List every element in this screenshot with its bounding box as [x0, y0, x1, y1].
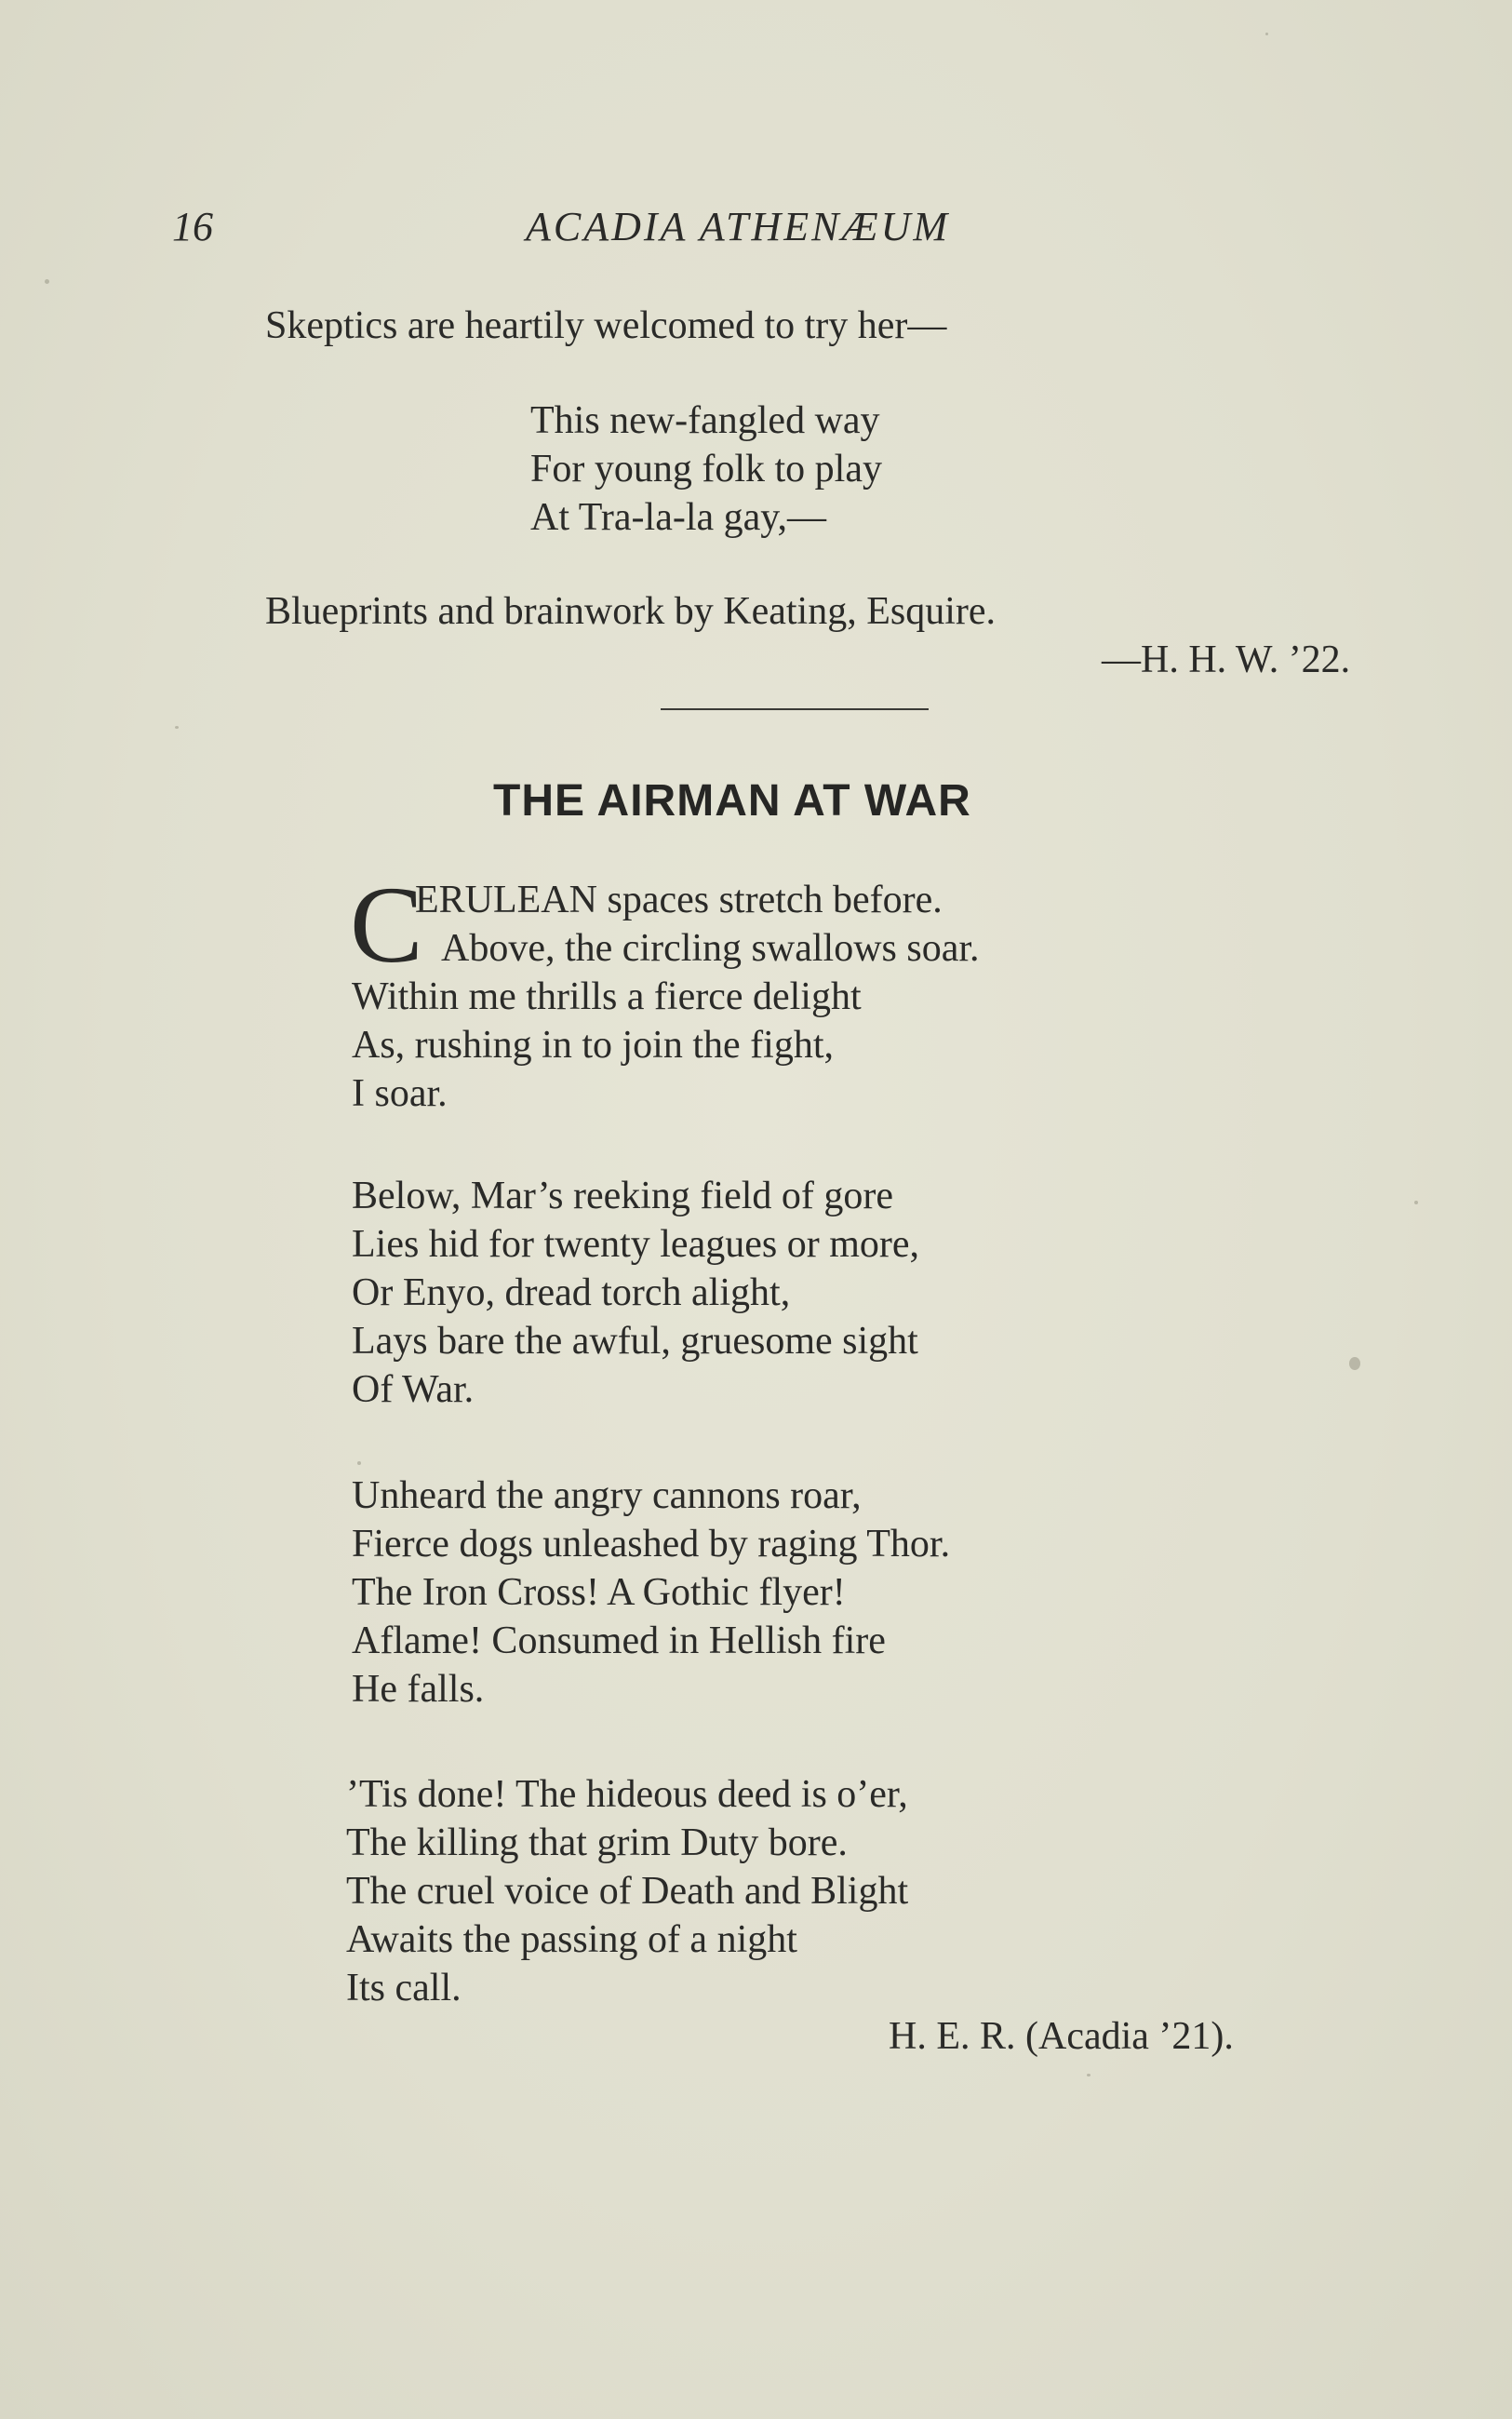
- poem-line: Or Enyo, dread torch alight,: [352, 1271, 791, 1314]
- poem-line: ’Tis done! The hideous deed is o’er,: [346, 1773, 908, 1816]
- section-divider-rule: [661, 708, 929, 710]
- previous-poem-closing-line: Blueprints and brainwork by Keating, Esquire.: [265, 590, 996, 633]
- running-head: ACADIA ATHENÆUM: [526, 204, 951, 249]
- poem-line: ERULEAN spaces stretch before.: [415, 879, 943, 921]
- poem-line: The cruel voice of Death and Blight: [346, 1870, 909, 1913]
- poem-line: Unheard the angry cannons roar,: [352, 1474, 862, 1517]
- paper-speck: [1414, 1201, 1418, 1204]
- paper-speck: [1349, 1357, 1360, 1370]
- poem-line: As, rushing in to join the fight,: [352, 1024, 834, 1067]
- poem-line: He falls.: [352, 1668, 485, 1711]
- poem-line: Below, Mar’s reeking field of gore: [352, 1175, 893, 1217]
- paper-speck: [1265, 33, 1268, 35]
- poem-line: Above, the circling swallows soar.: [441, 927, 980, 970]
- page-number: 16: [172, 204, 213, 249]
- poem-line: Aflame! Consumed in Hellish fire: [352, 1619, 886, 1662]
- poem-line: Within me thrills a fierce delight: [352, 975, 862, 1018]
- paper-speck: [45, 279, 49, 284]
- paper-speck: [175, 726, 179, 729]
- poem-signature: H. E. R. (Acadia ’21).: [889, 2015, 1234, 2058]
- poem-line: Fierce dogs unleashed by raging Thor.: [352, 1523, 951, 1566]
- previous-poem-opening-line: Skeptics are heartily welcomed to try her—: [265, 304, 947, 347]
- poem-line: Of War.: [352, 1368, 475, 1411]
- poem-line: Lies hid for twenty leagues or more,: [352, 1223, 919, 1266]
- poem-line: Lays bare the awful, gruesome sight: [352, 1320, 918, 1363]
- previous-poem-signature: —H. H. W. ’22.: [1102, 638, 1351, 681]
- paper-speck: [1087, 2074, 1091, 2076]
- poem-line: I soar.: [352, 1072, 448, 1115]
- poem-line: The killing that grim Duty bore.: [346, 1821, 848, 1864]
- paper-speck: [357, 1461, 361, 1465]
- previous-poem-stanza-line: At Tra-la-la gay,—: [530, 496, 827, 539]
- previous-poem-stanza-line: For young folk to play: [530, 448, 882, 491]
- poem-line: Its call.: [346, 1967, 462, 2009]
- poem-title: THE AIRMAN AT WAR: [493, 776, 971, 826]
- drop-cap: C: [350, 864, 423, 986]
- previous-poem-stanza-line: This new-fangled way: [530, 399, 880, 442]
- poem-line: The Iron Cross! A Gothic flyer!: [352, 1571, 846, 1614]
- poem-line: Awaits the passing of a night: [346, 1918, 797, 1961]
